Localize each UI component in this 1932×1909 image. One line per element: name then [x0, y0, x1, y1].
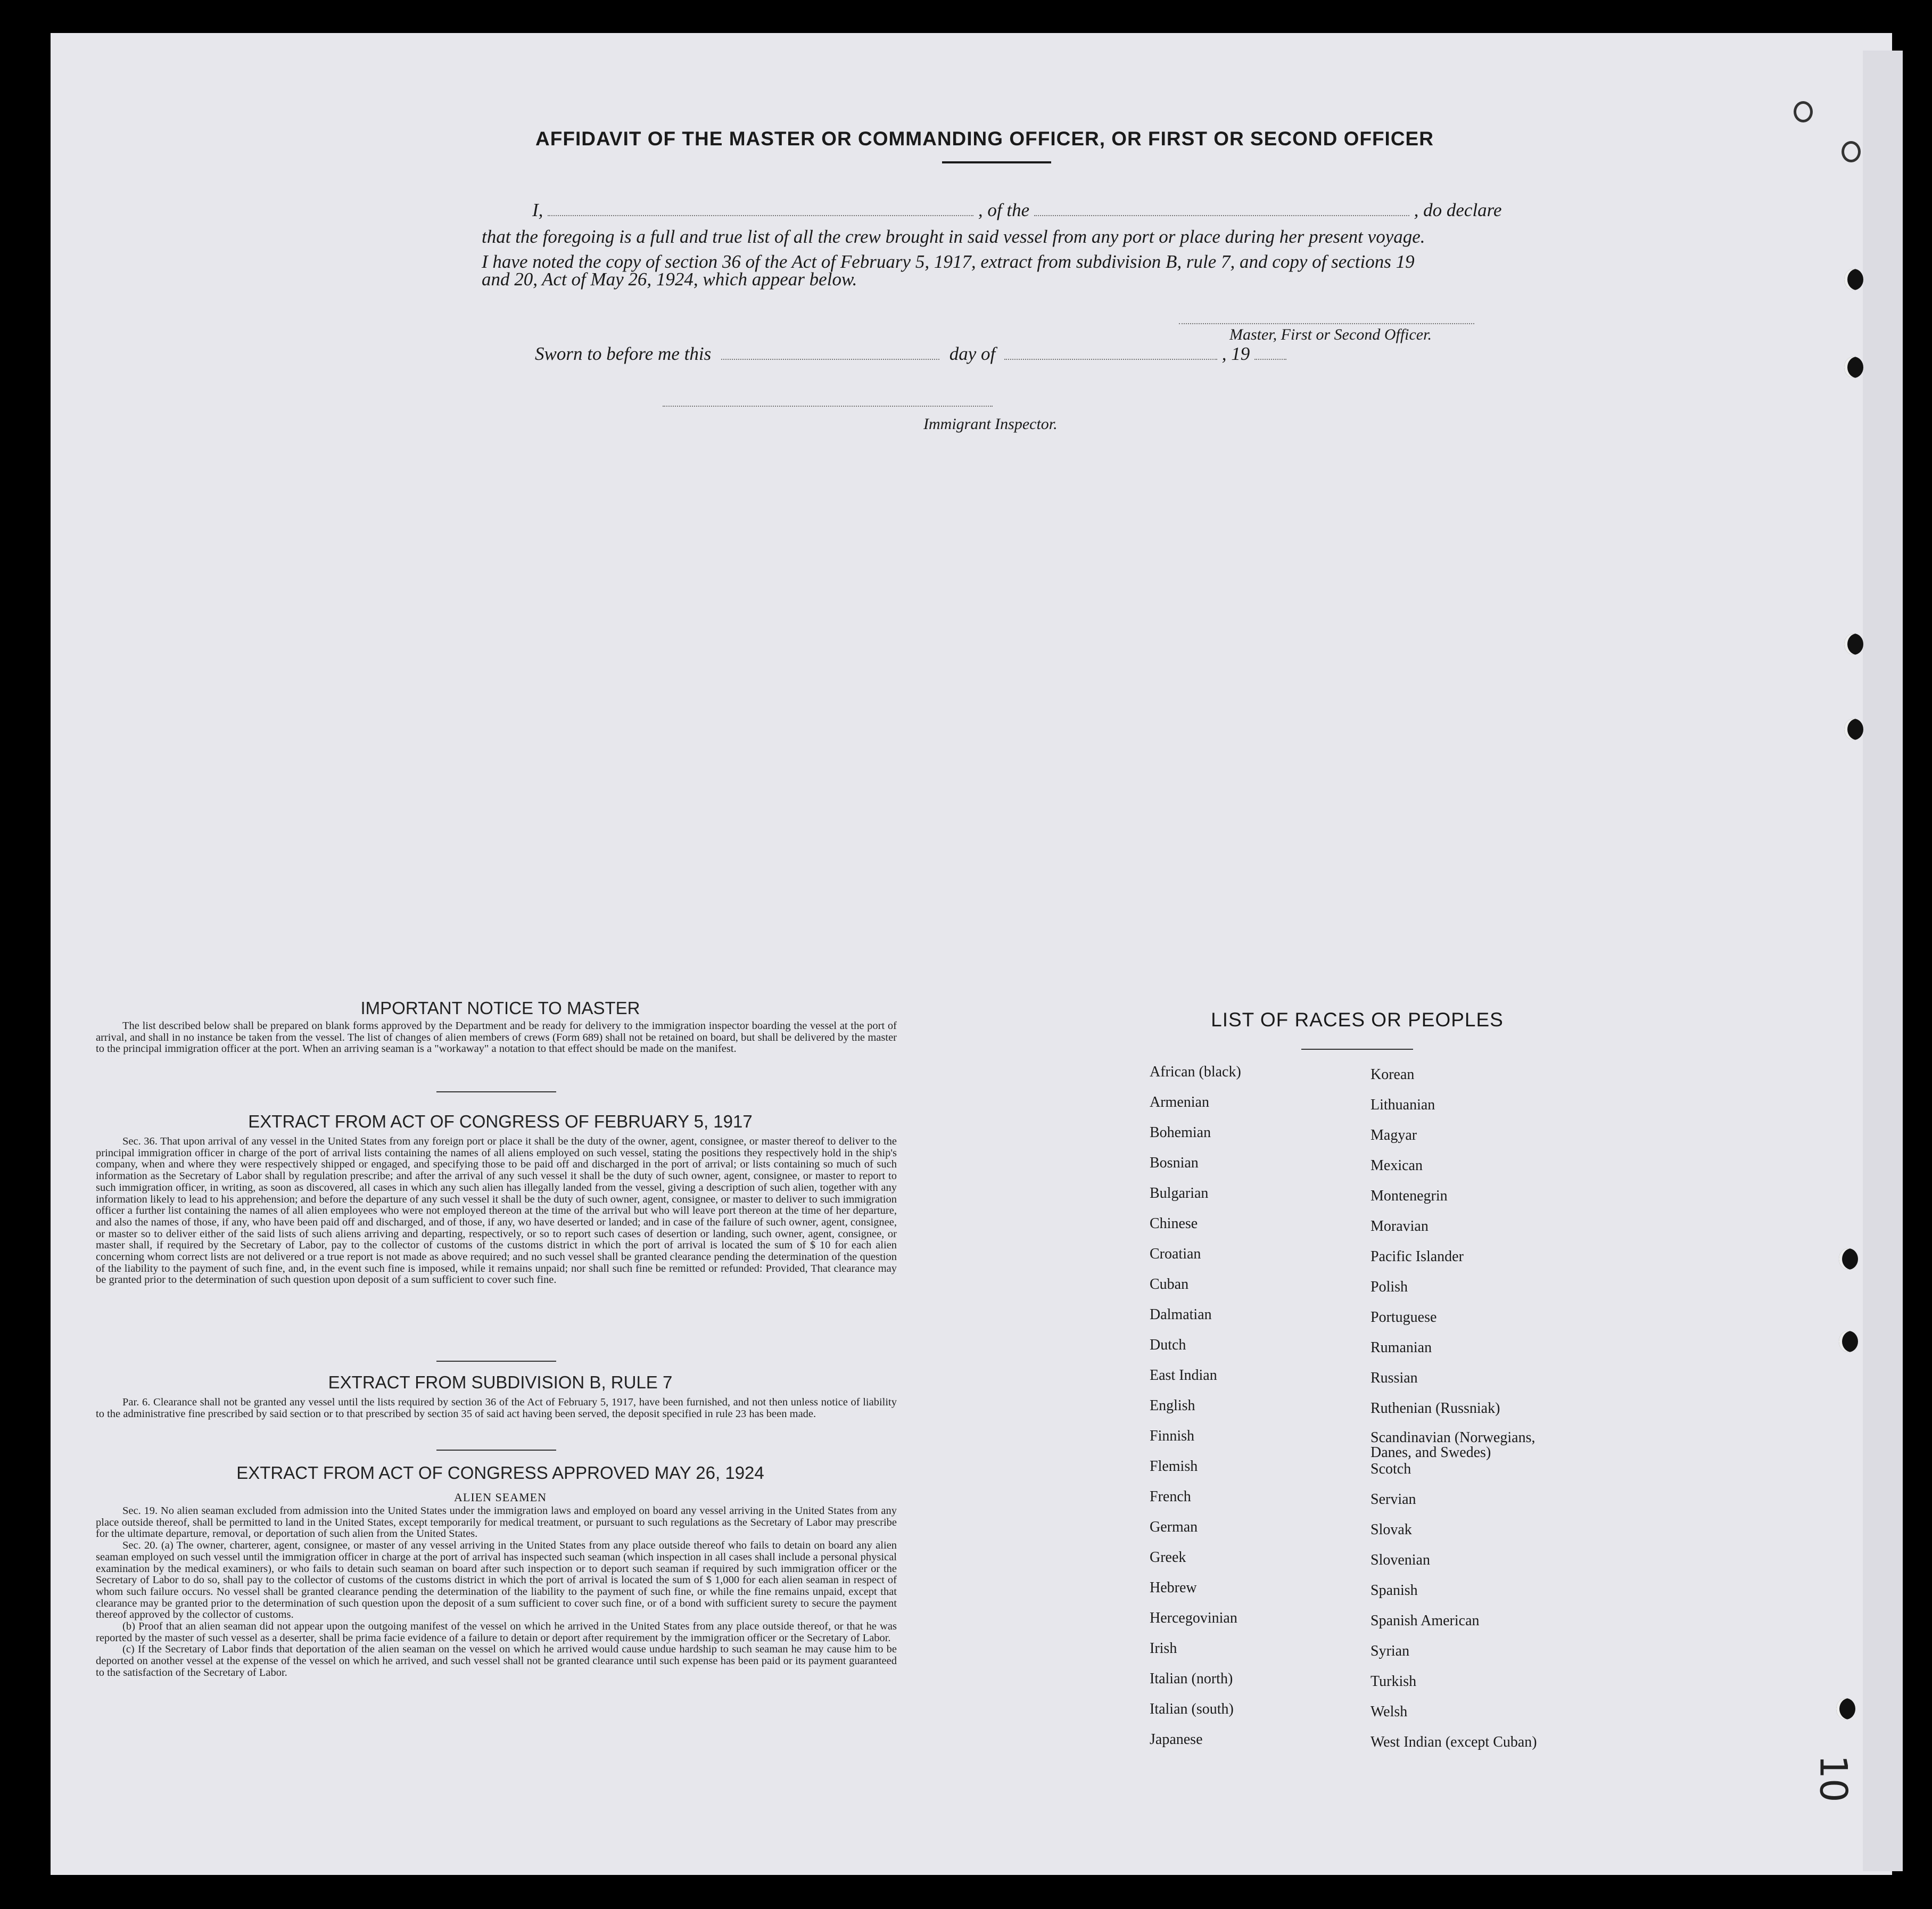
notice-master-heading: IMPORTANT NOTICE TO MASTER — [360, 998, 640, 1018]
race-item: Welsh — [1370, 1704, 1408, 1720]
race-item: Hercegovinian — [1150, 1610, 1237, 1626]
race-item: Turkish — [1370, 1673, 1417, 1690]
sworn-month-field[interactable] — [1004, 346, 1217, 360]
races-title: LIST OF RACES OR PEOPLES — [1211, 1009, 1504, 1031]
day-of-label: day of — [949, 343, 996, 364]
inspector-signature-line[interactable] — [663, 405, 993, 407]
title-rule — [942, 161, 1051, 163]
race-item: Polish — [1370, 1279, 1408, 1295]
rule7-body — [96, 1397, 897, 1420]
section-divider — [436, 1450, 556, 1451]
race-item: Bosnian — [1150, 1155, 1199, 1171]
page-edge — [1863, 51, 1903, 1871]
race-item: Croatian — [1150, 1246, 1201, 1262]
race-item: Moravian — [1370, 1218, 1429, 1235]
sworn-day-field[interactable] — [721, 346, 939, 360]
sworn-line — [535, 343, 1567, 365]
race-item: Bulgarian — [1150, 1185, 1209, 1202]
sec-20a-paragraph: Sec. 20. (a) The owner, charterer, agent, consignee, or master of any vessel arriving in the United States from any place outside thereof who fails to detain on board any alien seaman employed on such vessel until the immigration officer in charge at the port of arrival has inspected such seaman (which inspection in all cases shall include a personal physical examination by the medical examiners), or who fails to detain such seaman on board after such inspection or to deport such seaman if required by such immigration officer or the Secretary of Labor to do so, shall pay to the collector of customs of the customs district in which the port of arrival is located the sum of $ 1,000 for each alien seaman in respect of whom such failure occurs. No vessel shall be granted clearance pending the determination of the liability to the payment of such fine, or while the fine remains unpaid, except that clearance may be granted prior to the determination of such question upon the deposit of a sum sufficient to cover such fine, or of a bond with sufficient surety to secure the payment thereof approved by the collector of customs. — [96, 1540, 897, 1621]
race-item: Greek — [1150, 1549, 1186, 1566]
inspector-signature-label: Immigrant Inspector. — [923, 415, 1058, 433]
race-item: Mexican — [1370, 1157, 1423, 1174]
rule7-text: Par. 6. Clearance shall not be granted any vessel until the lists required by section 36 of the Act of February 5, 1917, have been furnished, and not then unless notice of liability to the administrative fine prescribed by said section or to that prescribed by section 35 of said act having been served, the deposit specified in rule 23 has been made. — [96, 1396, 897, 1420]
races-right-column — [1370, 1066, 1562, 1764]
race-item: Chinese — [1150, 1215, 1198, 1232]
pronoun-i: I, — [532, 200, 543, 220]
year-label: , 19 — [1221, 343, 1250, 364]
race-item: Lithuanian — [1370, 1097, 1435, 1113]
declare-label: , do declare — [1414, 200, 1502, 220]
section-divider — [436, 1361, 556, 1362]
master-signature-line[interactable] — [1179, 322, 1474, 324]
affidavit-line-3: I have noted the copy of section 36 of the Act of February 5, 1917, extract from subdivision B, rule 7, and copy of sections 19 — [482, 251, 1415, 272]
affidavit-title: AFFIDAVIT OF THE MASTER OR COMMANDING OFFICER, OR FIRST OR SECOND OFFICER — [535, 128, 1434, 150]
race-item: Italian (south) — [1150, 1701, 1234, 1717]
extract-1924-heading: EXTRACT FROM ACT OF CONGRESS APPROVED MAY 26, 1924 — [236, 1463, 764, 1483]
notice-master-body — [96, 1021, 897, 1055]
races-left-column — [1150, 1064, 1241, 1762]
rule7-heading: EXTRACT FROM SUBDIVISION B, RULE 7 — [328, 1372, 673, 1392]
race-item: French — [1150, 1488, 1191, 1505]
race-item: Spanish — [1370, 1582, 1418, 1599]
race-item: Italian (north) — [1150, 1671, 1233, 1687]
master-signature-label: Master, First or Second Officer. — [1229, 326, 1432, 343]
race-item: Korean — [1370, 1066, 1415, 1083]
extract-1917-heading: EXTRACT FROM ACT OF CONGRESS OF FEBRUARY 5, 1917 — [248, 1112, 753, 1131]
of-the-label: , of the — [978, 200, 1030, 220]
sec-20c-paragraph: (c) If the Secretary of Labor finds that deportation of the alien seaman on the vessel on which he arrived would cause undue hardship to such seaman he may cause him to be deported on another vessel at the expense of the vessel on which he arrived, and such vessel shall not be granted clearance until such expense has been paid or its payment guaranteed to the satisfaction of the Secretary of Labor. — [96, 1643, 897, 1678]
race-item: Bohemian — [1150, 1124, 1211, 1141]
race-item: Slovenian — [1370, 1552, 1430, 1568]
race-item: Slovak — [1370, 1521, 1412, 1538]
race-item: Dalmatian — [1150, 1306, 1212, 1323]
race-item: Scotch — [1370, 1461, 1411, 1477]
handwritten-page-number: 10 — [1811, 1755, 1855, 1803]
race-item: Dutch — [1150, 1337, 1186, 1353]
race-item: East Indian — [1150, 1367, 1217, 1384]
affidavit-line-2: that the foregoing is a full and true list of all the crew brought in said vessel from any port or place during her present voyage. — [482, 226, 1425, 247]
race-item: Armenian — [1150, 1094, 1209, 1110]
race-item: German — [1150, 1519, 1198, 1535]
vessel-field[interactable] — [1034, 202, 1409, 216]
sec-19-paragraph: Sec. 19. No alien seaman excluded from admission into the United States under the immigration laws and employed on board any vessel arriving in the United States from any place outside thereof, shall be permitted to land in the United States, except temporarily for medical treatment, or pursuant to such regulations as the Secretary of Labor may prescribe for the ultimate departure, removal, or deportation of such alien from the United States. — [96, 1505, 897, 1540]
extract-1917-body — [96, 1136, 897, 1286]
race-item: Russian — [1370, 1370, 1418, 1386]
races-rule — [1301, 1049, 1413, 1050]
alien-seamen-subheading: ALIEN SEAMEN — [454, 1491, 547, 1504]
race-item: Montenegrin — [1370, 1188, 1448, 1204]
affidavit-line-4: and 20, Act of May 26, 1924, which appear below. — [482, 269, 857, 290]
race-item: Cuban — [1150, 1276, 1189, 1293]
race-item: English — [1150, 1397, 1195, 1414]
notice-master-text: The list described below shall be prepared on blank forms approved by the Department and be ready for delivery to the immigration inspector boarding the vessel at the port of arrival, and shall in no instance be taken from the vessel. The list of changes of alien members of crews (Form 689) shall not be retained on board, but shall be delivered by the master to the principal immigration officer at the port. When an arriving seaman is a "workaway" a notation to that effect should be made on the manifest. — [96, 1020, 897, 1055]
sec-20b-paragraph: (b) Proof that an alien seaman did not appear upon the outgoing manifest of the vessel on which he arrived in the United States from any place outside thereof, or that he was reported by the master of such vessel as a deserter, shall be prima facie evidence of a failure to detain or deport after requirement by the immigration officer or the Secretary of Labor. — [96, 1620, 897, 1644]
race-item: Japanese — [1150, 1731, 1203, 1748]
race-item: Irish — [1150, 1640, 1177, 1657]
race-item: African (black) — [1150, 1064, 1241, 1080]
race-item: Ruthenian (Russniak) — [1370, 1400, 1500, 1417]
race-item: Spanish American — [1370, 1612, 1480, 1629]
race-item: Portuguese — [1370, 1309, 1437, 1326]
race-item: Hebrew — [1150, 1579, 1197, 1596]
race-item: Rumanian — [1370, 1339, 1432, 1356]
race-item: Scandinavian (Norwegians, Danes, and Swedes) — [1370, 1429, 1535, 1461]
sworn-year-field[interactable] — [1254, 346, 1286, 360]
race-item: Servian — [1370, 1491, 1416, 1508]
race-item: Syrian — [1370, 1643, 1410, 1659]
extract-1917-text: Sec. 36. That upon arrival of any vessel in the United States from any foreign port or place it shall be the duty of the owner, agent, consignee, or master thereof to deliver to the principal immigration officer in charge of the port of arrival lists containing the names of all aliens employed on such vessel, stating the positions they respectively hold in the ship's company, when and where they were respectively shipped or engaged, and specifying those to be paid off and discharged in the port of arrival; or lists containing so much of such information as the Secretary of Labor shall by regulation prescribe; and after the arrival of any such vessel it shall be the duty of such owner, agent, consignee, or master to report to such immigration officer, in writing, as soon as discovered, all cases in which any such alien has illegally landed from the vessel, giving a description of such alien, together with any information likely to lead to his apprehension; and before the departure of any such vessel it shall be the duty of such owner, agent, consignee, or master to deliver to such immigration officer a further list containing the names of all alien employees who were not employed thereon at the time of the arrival but who will leave port thereon at the time of her departure, and also the names of those, if any, who have been paid off and discharged, and of those, if any, wo have deserted or landed; and in case of the failure of such owner, agent, consignee, or master so to deliver either of the said lists of such aliens arriving and departing, respectively, or so to report such cases of desertion or landing, such owner, agent, consignee, or master shall, if required by the Secretary of Labor, pay to the collector of customs of the customs district in which the port of arrival is located the sum of $ 10 for each alien concerning whom correct lists are not delivered or a true report is not made as above required; and no such vessel shall be granted clearance pending the determination of the question of the liability to the payment of such fine, and, in the event such fine is imposed, while it remains unpaid; nor shall such fine be remitted or refunded: Provided, That clearance may be granted prior to the determination of such question upon deposit of a sum sufficient to cover such fine. — [96, 1135, 897, 1286]
race-item: Finnish — [1150, 1428, 1195, 1444]
name-field[interactable] — [548, 202, 973, 216]
race-item: Pacific Islander — [1370, 1248, 1464, 1265]
affidavit-line-1 — [482, 200, 1514, 221]
race-item: Magyar — [1370, 1127, 1417, 1143]
extract-1924-body — [96, 1505, 897, 1679]
race-item: Flemish — [1150, 1458, 1198, 1475]
sworn-label: Sworn to before me this — [535, 343, 712, 364]
race-item: West Indian (except Cuban) — [1370, 1734, 1537, 1750]
section-divider — [436, 1091, 556, 1092]
